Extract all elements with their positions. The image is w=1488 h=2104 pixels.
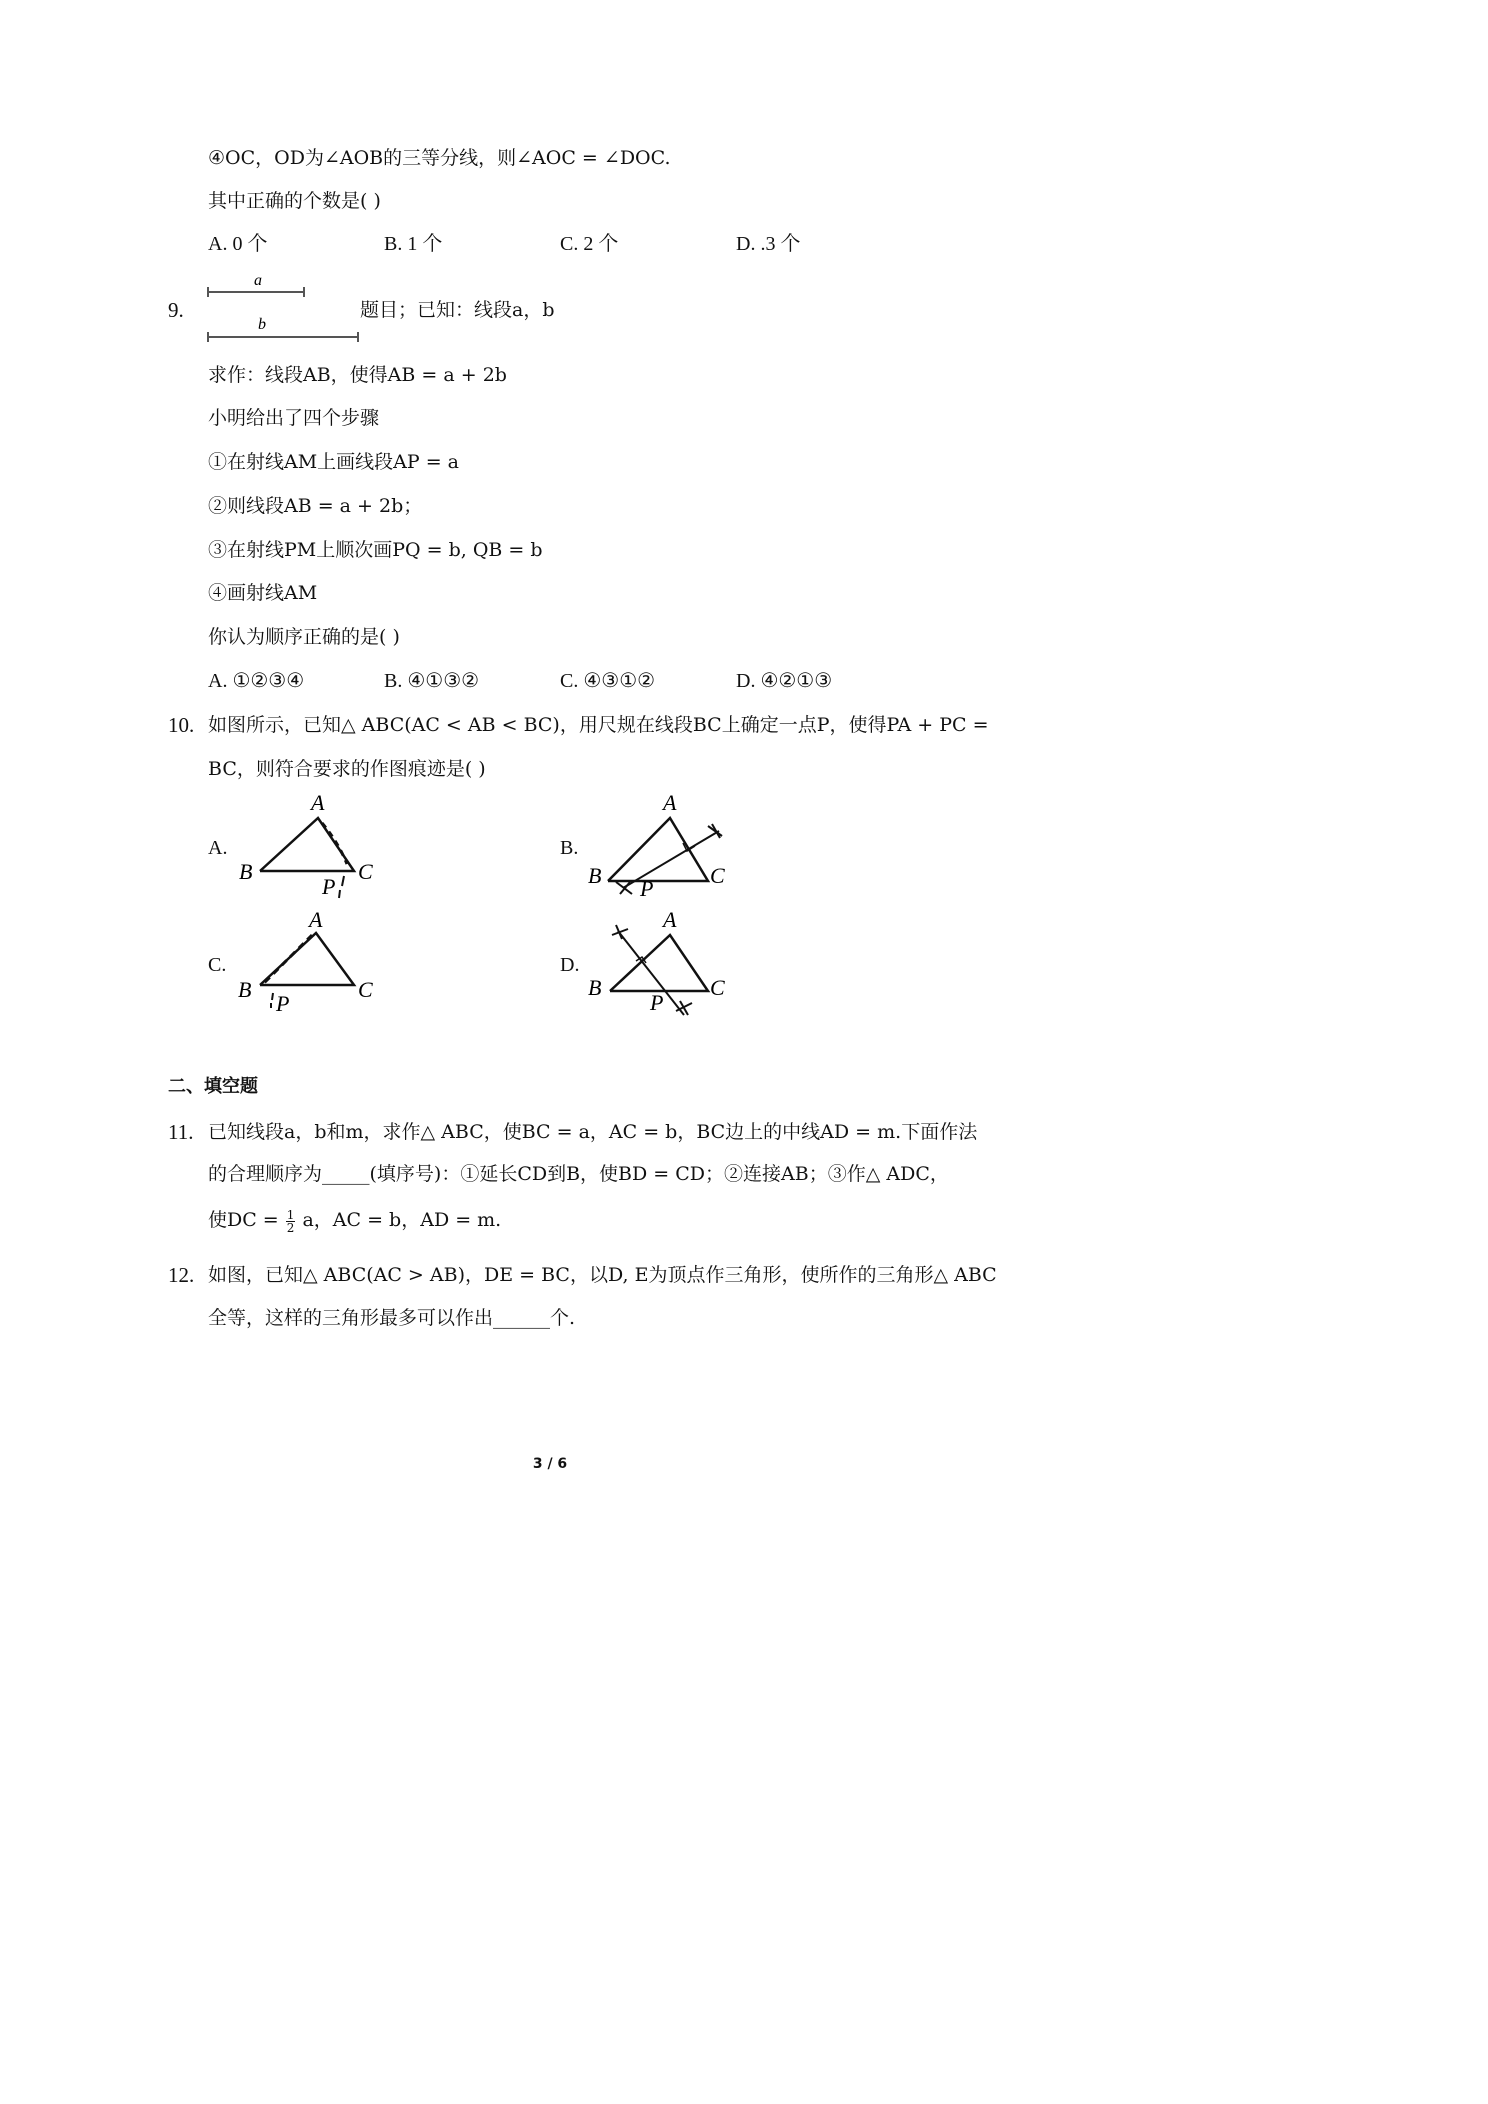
vertex-label-c: C <box>710 863 725 888</box>
q9-segments-figure <box>204 266 364 346</box>
q10-option-d-label: D. <box>560 954 580 976</box>
q8-option-b: B. 1 个 <box>384 233 443 255</box>
vertex-label-c: C <box>358 977 373 1002</box>
q9-ask: 求作：线段AB，使得AB = a + 2b <box>208 364 507 386</box>
vertex-label-p: P <box>650 990 664 1015</box>
q10-number: 10. <box>168 713 195 737</box>
segment-b-label: b <box>258 316 266 333</box>
q11-line-2: 的合理顺序为_____(填序号)：①延长CD到B，使BD = CD；②连接AB；③作△ ADC， <box>208 1163 949 1185</box>
q10-option-b-label: B. <box>560 837 579 859</box>
q9-title: 题目；已知：线段a，b <box>360 299 555 321</box>
vertex-label-b: B <box>239 859 253 884</box>
one-half-fraction: $\frac{1}{2}$ <box>286 1207 295 1235</box>
vertex-label-a: A <box>311 790 325 815</box>
q10-line-2: BC，则符合要求的作图痕迹是( ) <box>208 758 486 780</box>
q9-question: 你认为顺序正确的是( ) <box>208 626 400 648</box>
vertex-label-a: A <box>663 907 677 932</box>
q11-line-3-start: 使DC = <box>208 1209 279 1231</box>
vertex-label-a: A <box>663 790 677 815</box>
q11-line-3 <box>208 1208 501 1234</box>
q10-option-c-label: C. <box>208 954 227 976</box>
q9-option-d: D. ④②①③ <box>736 670 833 692</box>
q9-option-c: C. ④③①② <box>560 670 656 692</box>
q10-figure-d <box>588 905 738 1020</box>
q8-stem: 其中正确的个数是( ) <box>208 190 381 212</box>
page-number: 3 / 6 <box>532 1456 568 1472</box>
vertex-label-p: P <box>322 874 336 899</box>
q11-line-1: 已知线段a，b和m，求作△ ABC，使BC = a，AC = b，BC边上的中线AD = m.下面作法 <box>208 1121 978 1143</box>
q12-line-2: 全等，这样的三角形最多可以作出______个. <box>208 1307 576 1329</box>
q8-option-c: C. 2 个 <box>560 233 619 255</box>
q12-line-1: 如图，已知△ ABC(AC > AB)，DE = BC，以D, E为顶点作三角形，使所作的三角形△ ABC <box>208 1264 997 1286</box>
q9-step-2: ②则线段AB = a + 2b； <box>208 495 423 517</box>
vertex-label-b: B <box>238 977 252 1002</box>
q12-number: 12. <box>168 1263 195 1287</box>
q10-line-1: 如图所示，已知△ ABC(AC < AB < BC)，用尺规在线段BC上确定一点P，使得PA + PC = <box>208 714 989 736</box>
q9-option-b: B. ④①③② <box>384 670 480 692</box>
vertex-label-b: B <box>588 863 602 888</box>
q10-option-a-label: A. <box>208 837 228 859</box>
q10-figure-a <box>236 790 386 902</box>
vertex-label-b: B <box>588 975 602 1000</box>
vertex-label-p: P <box>276 991 290 1016</box>
q9-intro: 小明给出了四个步骤 <box>208 407 380 429</box>
q9-number: 9. <box>168 298 184 322</box>
q9-option-a: A. ①②③④ <box>208 670 305 692</box>
q9-step-4: ④画射线AM <box>208 582 318 604</box>
q9-step-3: ③在射线PM上顺次画PQ = b, QB = b <box>208 539 543 561</box>
q8-option-d: D. .3 个 <box>736 233 801 255</box>
segment-a-label: a <box>254 272 262 289</box>
vertex-label-p: P <box>640 876 654 901</box>
q10-figure-b <box>588 790 738 902</box>
q11-line-3-end: a，AC = b，AD = m. <box>302 1209 502 1231</box>
q8-option-a: A. 0 个 <box>208 233 268 255</box>
vertex-label-a: A <box>309 907 323 932</box>
section-heading: 二、填空题 <box>168 1076 258 1097</box>
q8-item-4: ④OC，OD为∠AOB的三等分线，则∠AOC = ∠DOC. <box>208 147 671 169</box>
q10-figure-c <box>236 905 386 1017</box>
q9-step-1: ①在射线AM上画线段AP = a <box>208 451 460 473</box>
vertex-label-c: C <box>358 859 373 884</box>
q11-number: 11. <box>168 1120 194 1144</box>
vertex-label-c: C <box>710 975 725 1000</box>
